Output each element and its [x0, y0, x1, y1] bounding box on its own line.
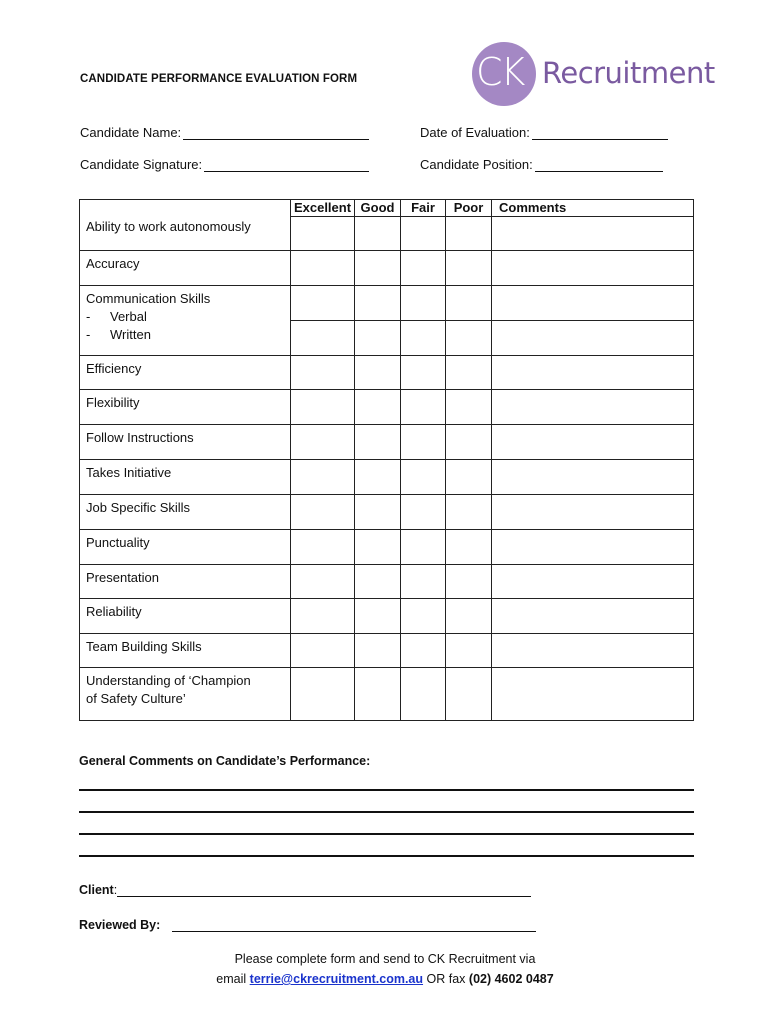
date-of-evaluation-label: Date of Evaluation:: [420, 125, 530, 140]
footer-line2: [0, 972, 770, 986]
comment-line[interactable]: [79, 789, 694, 791]
rating-cell[interactable]: [355, 217, 401, 251]
logo-wordmark: Recruitment: [542, 56, 715, 90]
criterion-communication-cell: [80, 286, 291, 356]
candidate-position-line[interactable]: [535, 159, 663, 172]
rating-cell[interactable]: [401, 530, 446, 565]
rating-cell[interactable]: [446, 321, 492, 356]
comment-cell[interactable]: [492, 634, 694, 668]
rating-cell[interactable]: [291, 565, 355, 599]
rating-cell[interactable]: [355, 460, 401, 495]
comment-cell[interactable]: [492, 217, 694, 251]
rating-cell[interactable]: [401, 668, 446, 721]
rating-cell[interactable]: [291, 321, 355, 356]
criterion-written: Written: [110, 327, 151, 342]
criterion-safety-line1: Understanding of ‘Champion: [86, 673, 251, 688]
footer-or-fax: OR fax: [426, 972, 466, 986]
comment-line[interactable]: [79, 855, 694, 857]
criterion-punctuality: Punctuality: [80, 530, 291, 565]
comment-cell[interactable]: [492, 599, 694, 634]
logo-monogram: CK: [476, 50, 524, 94]
rating-cell[interactable]: [291, 495, 355, 530]
rating-cell[interactable]: [401, 599, 446, 634]
criterion-efficiency: Efficiency: [80, 356, 291, 390]
rating-cell[interactable]: [446, 599, 492, 634]
rating-cell[interactable]: [446, 460, 492, 495]
table-row: [80, 286, 694, 321]
rating-cell[interactable]: [401, 251, 446, 286]
candidate-name-line[interactable]: [183, 127, 369, 140]
table-row: [80, 565, 694, 599]
criterion-verbal: Verbal: [110, 309, 147, 324]
header-excellent: Excellent: [291, 200, 355, 217]
rating-cell[interactable]: [291, 356, 355, 390]
rating-cell[interactable]: [401, 390, 446, 425]
rating-cell[interactable]: [355, 565, 401, 599]
footer-fax-number: (02) 4602 0487: [468, 972, 554, 986]
rating-cell[interactable]: [401, 425, 446, 460]
ck-recruitment-logo: [472, 42, 715, 106]
reviewed-by-line[interactable]: [172, 919, 536, 932]
rating-cell[interactable]: [446, 217, 492, 251]
comment-cell[interactable]: [492, 286, 694, 321]
rating-cell[interactable]: [446, 251, 492, 286]
client-label: Client: [79, 883, 114, 897]
rating-cell[interactable]: [355, 321, 401, 356]
table-row: [80, 634, 694, 668]
table-row: [80, 668, 694, 721]
table-row: [80, 251, 694, 286]
rating-cell[interactable]: [446, 356, 492, 390]
date-of-evaluation-field[interactable]: [420, 125, 668, 140]
candidate-name-field[interactable]: [80, 125, 369, 140]
criterion-presentation: Presentation: [80, 565, 291, 599]
table-row: [80, 425, 694, 460]
rating-cell[interactable]: [291, 286, 355, 321]
rating-cell[interactable]: [355, 390, 401, 425]
rating-cell[interactable]: [291, 460, 355, 495]
comment-cell[interactable]: [492, 251, 694, 286]
rating-cell[interactable]: [355, 530, 401, 565]
table-header-row: [80, 200, 694, 217]
table-row: [80, 460, 694, 495]
comment-cell[interactable]: [492, 668, 694, 721]
criterion-accuracy: Accuracy: [80, 251, 291, 286]
bullet-dash: -: [86, 309, 91, 324]
evaluation-table: [79, 199, 694, 721]
rating-cell[interactable]: [355, 634, 401, 668]
criterion-job-specific-skills: Job Specific Skills: [80, 495, 291, 530]
rating-cell[interactable]: [291, 251, 355, 286]
rating-cell[interactable]: [401, 460, 446, 495]
comment-cell[interactable]: [492, 356, 694, 390]
criterion-takes-initiative: Takes Initiative: [80, 460, 291, 495]
criterion-team-building-skills: Team Building Skills: [80, 634, 291, 668]
comment-cell[interactable]: [492, 530, 694, 565]
rating-cell[interactable]: [401, 286, 446, 321]
rating-cell[interactable]: [355, 425, 401, 460]
footer-email-link[interactable]: terrie@ckrecruitment.com.au: [249, 972, 424, 986]
comment-cell[interactable]: [492, 321, 694, 356]
rating-cell[interactable]: [446, 286, 492, 321]
comment-cell[interactable]: [492, 390, 694, 425]
header-comments: Comments: [492, 200, 694, 217]
client-colon: :: [113, 883, 118, 897]
reviewed-by-label: Reviewed By:: [79, 918, 161, 932]
criterion-flexibility: Flexibility: [80, 390, 291, 425]
footer-line1: Please complete form and send to CK Recruitment via: [234, 952, 536, 966]
rating-cell[interactable]: [355, 286, 401, 321]
rating-cell[interactable]: [446, 668, 492, 721]
client-line[interactable]: [117, 884, 531, 897]
rating-cell[interactable]: [291, 217, 355, 251]
rating-cell[interactable]: [446, 565, 492, 599]
form-title: CANDIDATE PERFORMANCE EVALUATION FORM: [80, 73, 358, 85]
rating-cell[interactable]: [446, 495, 492, 530]
candidate-position-label: Candidate Position:: [420, 157, 533, 172]
criterion-safety-culture-cell: [80, 668, 291, 721]
rating-cell[interactable]: [291, 599, 355, 634]
header-good: Good: [355, 200, 401, 217]
rating-cell[interactable]: [291, 425, 355, 460]
rating-cell[interactable]: [401, 565, 446, 599]
comment-cell[interactable]: [492, 425, 694, 460]
table-row: [80, 390, 694, 425]
rating-cell[interactable]: [291, 634, 355, 668]
rating-cell[interactable]: [446, 634, 492, 668]
comment-line[interactable]: [79, 811, 694, 813]
comment-cell[interactable]: [492, 495, 694, 530]
table-row: [80, 356, 694, 390]
rating-cell[interactable]: [291, 390, 355, 425]
rating-cell[interactable]: [401, 321, 446, 356]
comment-cell[interactable]: [492, 460, 694, 495]
table-row: [80, 495, 694, 530]
candidate-position-field[interactable]: [420, 157, 663, 172]
rating-cell[interactable]: [355, 495, 401, 530]
candidate-name-label: Candidate Name:: [80, 125, 182, 140]
rating-cell[interactable]: [401, 495, 446, 530]
rating-cell[interactable]: [355, 599, 401, 634]
candidate-signature-label: Candidate Signature:: [80, 157, 203, 172]
rating-cell[interactable]: [355, 356, 401, 390]
criterion-communication: Communication Skills: [86, 291, 211, 306]
rating-cell[interactable]: [446, 390, 492, 425]
criteria-cell-autonomous: [80, 200, 291, 251]
comment-cell[interactable]: [492, 565, 694, 599]
table-row: [80, 530, 694, 565]
reviewed-by-field[interactable]: [79, 918, 536, 932]
bullet-dash: -: [86, 327, 91, 342]
rating-cell[interactable]: [291, 530, 355, 565]
rating-cell[interactable]: [401, 356, 446, 390]
rating-cell[interactable]: [291, 668, 355, 721]
criterion-autonomous: Ability to work autonomously: [86, 219, 251, 234]
rating-cell[interactable]: [355, 668, 401, 721]
general-comments-title: General Comments on Candidate’s Performance:: [79, 754, 371, 768]
date-of-evaluation-line[interactable]: [532, 127, 668, 140]
footer-email-prefix: email: [216, 972, 247, 986]
table-row: [80, 599, 694, 634]
criterion-reliability: Reliability: [80, 599, 291, 634]
header-poor: Poor: [446, 200, 492, 217]
rating-cell[interactable]: [446, 425, 492, 460]
rating-cell[interactable]: [446, 530, 492, 565]
comment-line[interactable]: [79, 833, 694, 835]
header-fair: Fair: [401, 200, 446, 217]
candidate-signature-field[interactable]: [80, 157, 369, 172]
client-field[interactable]: [79, 883, 531, 897]
rating-cell[interactable]: [355, 251, 401, 286]
rating-cell[interactable]: [401, 217, 446, 251]
rating-cell[interactable]: [401, 634, 446, 668]
criterion-safety-line2: of Safety Culture’: [86, 691, 186, 706]
candidate-signature-line[interactable]: [204, 159, 369, 172]
criterion-follow-instructions: Follow Instructions: [80, 425, 291, 460]
